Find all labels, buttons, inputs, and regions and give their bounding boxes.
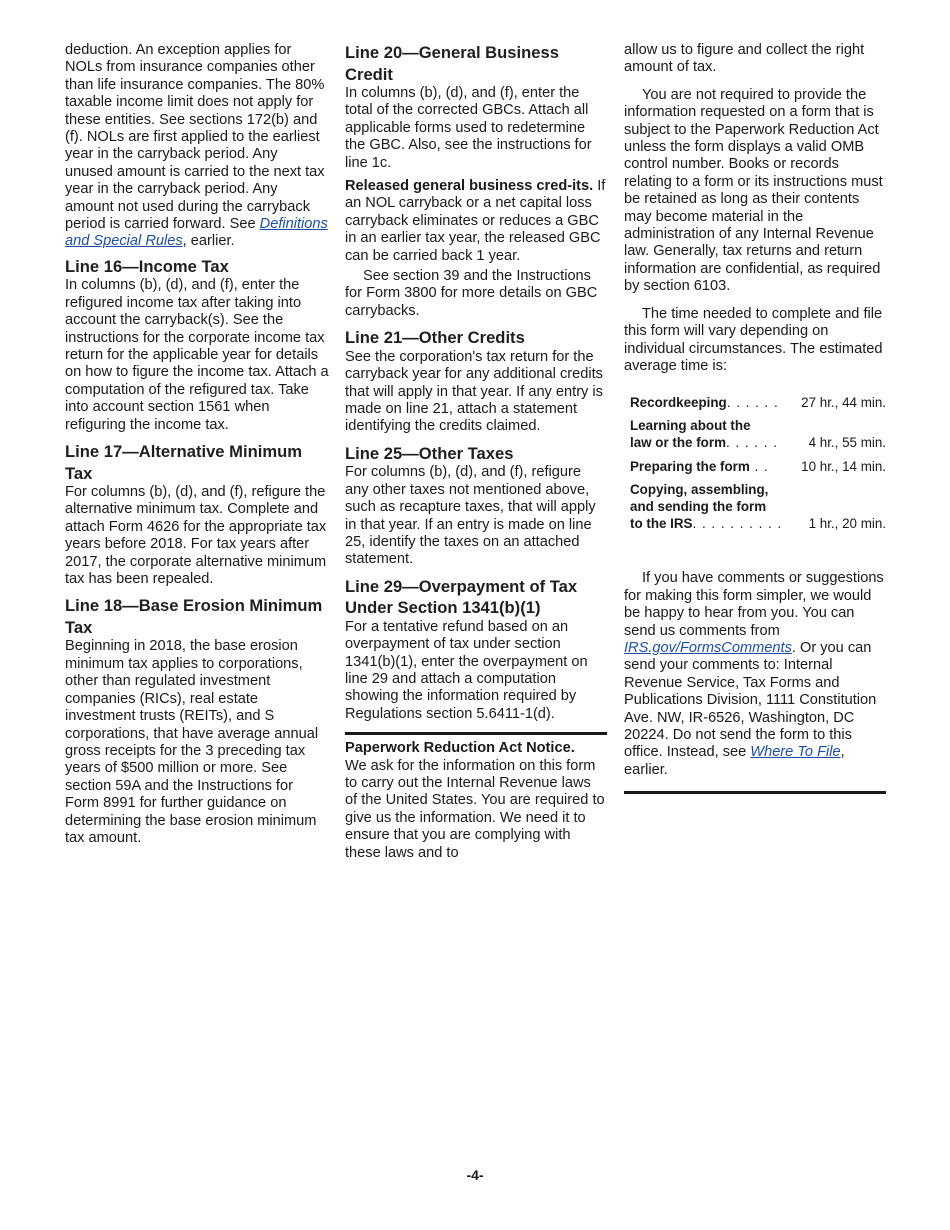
line16-paragraph: In columns (b), (d), and (f), enter the refigured income tax after taking into account the carryback(s). See the instructions for the corporate income tax return for the applicable year for details on how to figure the income tax. Attach a computation of the refigured tax. Take into account section 1561 when refiguring the income tax. (65, 277, 329, 433)
line25-heading: Line 25—Other Taxes (345, 443, 514, 463)
time-value: 27 hr., 44 min. (801, 395, 886, 411)
line18-paragraph: Beginning in 2018, the base erosion minimum tax applies to corporations, other than regulated investment companies (RICs), real estate investment trusts (REITs), and S corporations, that have average annual gross receipts for the 3 preceding tax years of $500 million or more. See section 59A and the Instructions for Form 8991 for further guidance on determining the base erosion minimum tax amount. (65, 638, 319, 846)
section-divider (345, 732, 607, 735)
line17-heading: Line 17—Alternative Minimum Tax (65, 442, 302, 483)
table-row (630, 451, 886, 475)
paragraph-text: deduction. An exception applies for NOLs from insurance companies other than life insurance companies. The 80% taxable income limit does not apply for these entities. See sections 172(b) and (f). NOLs are first applied to the earliest year in the carryback period. Any unused amount is carried to the next tax year in the carryback period. Any amount not used during the carryback period is carried forward. See (65, 42, 325, 233)
time-label: Preparing the form . . (630, 459, 769, 475)
pra-title: Paperwork Reduction Act Notice. (345, 740, 575, 757)
definitions-link[interactable]: Definitions and Special Rules (65, 216, 328, 250)
paragraph-text: If you have comments or suggestions for making this form simpler, we would be happy to hear from you. You can send us comments from (624, 570, 884, 639)
line18-heading: Line 18—Base Erosion Minimum Tax (65, 596, 323, 637)
forms-comments-link[interactable]: IRS.gov/FormsComments (624, 639, 792, 656)
paragraph-text: , earlier. (182, 233, 235, 250)
paragraph-text: If an NOL carryback or a net capital loss carryback eliminates or reduces a GBC in an earlier tax year, the released GBC can be carried back 1 year. (345, 178, 606, 264)
time-estimate-table (630, 392, 886, 532)
time-label: Recordkeeping. . . . . . (630, 395, 779, 411)
released-gbc-heading: Released general business cred-its. (345, 178, 594, 195)
column-middle (345, 42, 607, 862)
released-gbc-paragraph (345, 178, 607, 265)
table-row (630, 475, 886, 532)
line21-heading: Line 21—Other Credits (345, 328, 525, 348)
table-row (630, 392, 886, 411)
time-estimate-paragraph: The time needed to complete and file this form will vary depending on individual circumstances. The estimated average time is: (624, 305, 883, 374)
time-label: Learning about the law or the form. . . . . . (630, 418, 778, 451)
line29-paragraph: For a tentative refund based on an overpayment of tax under section 1341(b)(1), enter the overpayment on line 29 and attach a computation showing the information required by Regulations section 5.6411-1(d). (345, 618, 588, 722)
time-value: 1 hr., 20 min. (808, 516, 886, 532)
line20-heading: Line 20—General Business Credit (345, 43, 559, 84)
paragraph-text: . Or you can send your comments to: Internal Revenue Service, Tax Forms and Publications Division, 1111 Constitution Ave. NW, IR-6526, Washington, DC 20224. Do not send the form to this office. Instead, see (624, 639, 877, 761)
pra-continued-paragraph: allow us to figure and collect the right amount of tax. (624, 42, 865, 76)
paragraph-text: , earlier. (624, 744, 845, 778)
where-to-file-link[interactable]: Where To File (750, 744, 841, 761)
time-value: 4 hr., 55 min. (808, 435, 886, 451)
time-label: Copying, assembling, and sending the form to the IRS. . . . . . . . . . (630, 482, 783, 532)
line29-heading: Line 29—Overpayment of Tax Under Section 1341(b)(1) (345, 576, 578, 618)
comments-paragraph (624, 570, 886, 779)
line21-paragraph: See the corporation's tax return for the carryback year for any additional credits that will apply in that year. If any entry is made on line 21, attach a statement identifying the credits claimed. (345, 348, 603, 435)
nol-continued-paragraph (65, 42, 329, 251)
line20-paragraph: In columns (b), (d), and (f), enter the total of the corrected GBCs. Attach all applicable forms used to redetermine the GBC. Also, see the instructions for line 1c. (345, 85, 592, 171)
time-value: 10 hr., 14 min. (801, 459, 886, 475)
table-row (630, 411, 886, 451)
column-right (624, 42, 886, 794)
pra-notice-paragraph: We ask for the information on this form to carry out the Internal Revenue laws of the United States. You are required to give us the information. We need it to ensure that you are complying with these laws and to (345, 757, 605, 861)
section39-paragraph: See section 39 and the Instructions for Form 3800 for more details on GBC carrybacks. (345, 268, 598, 319)
page-number: -4- (466, 1167, 484, 1183)
line25-paragraph: For columns (b), (d), and (f), refigure any other taxes not mentioned above, such as recapture taxes, that will apply in that year. If an entry is made on line 25, identify the taxes on an attached statement. (345, 464, 596, 568)
line17-paragraph: For columns (b), (d), and (f), refigure the alternative minimum tax. Complete and attach Form 4626 for the appropriate tax years before 2018. For tax years after 2017, the corporate alternative minimum tax has been repealed. (65, 484, 327, 588)
end-divider (624, 791, 886, 794)
omb-paragraph: You are not required to provide the information requested on a form that is subject to the Paperwork Reduction Act unless the form displays a valid OMB control number. Books or records relating to a form or its instructions must be retained as long as their contents may become material in the administration of any Internal Revenue law. Generally, tax returns and return information are confidential, as required by section 6103. (624, 86, 883, 295)
column-left (65, 42, 329, 847)
line16-heading: Line 16—Income Tax (65, 256, 229, 276)
pra-notice-heading (345, 740, 607, 757)
